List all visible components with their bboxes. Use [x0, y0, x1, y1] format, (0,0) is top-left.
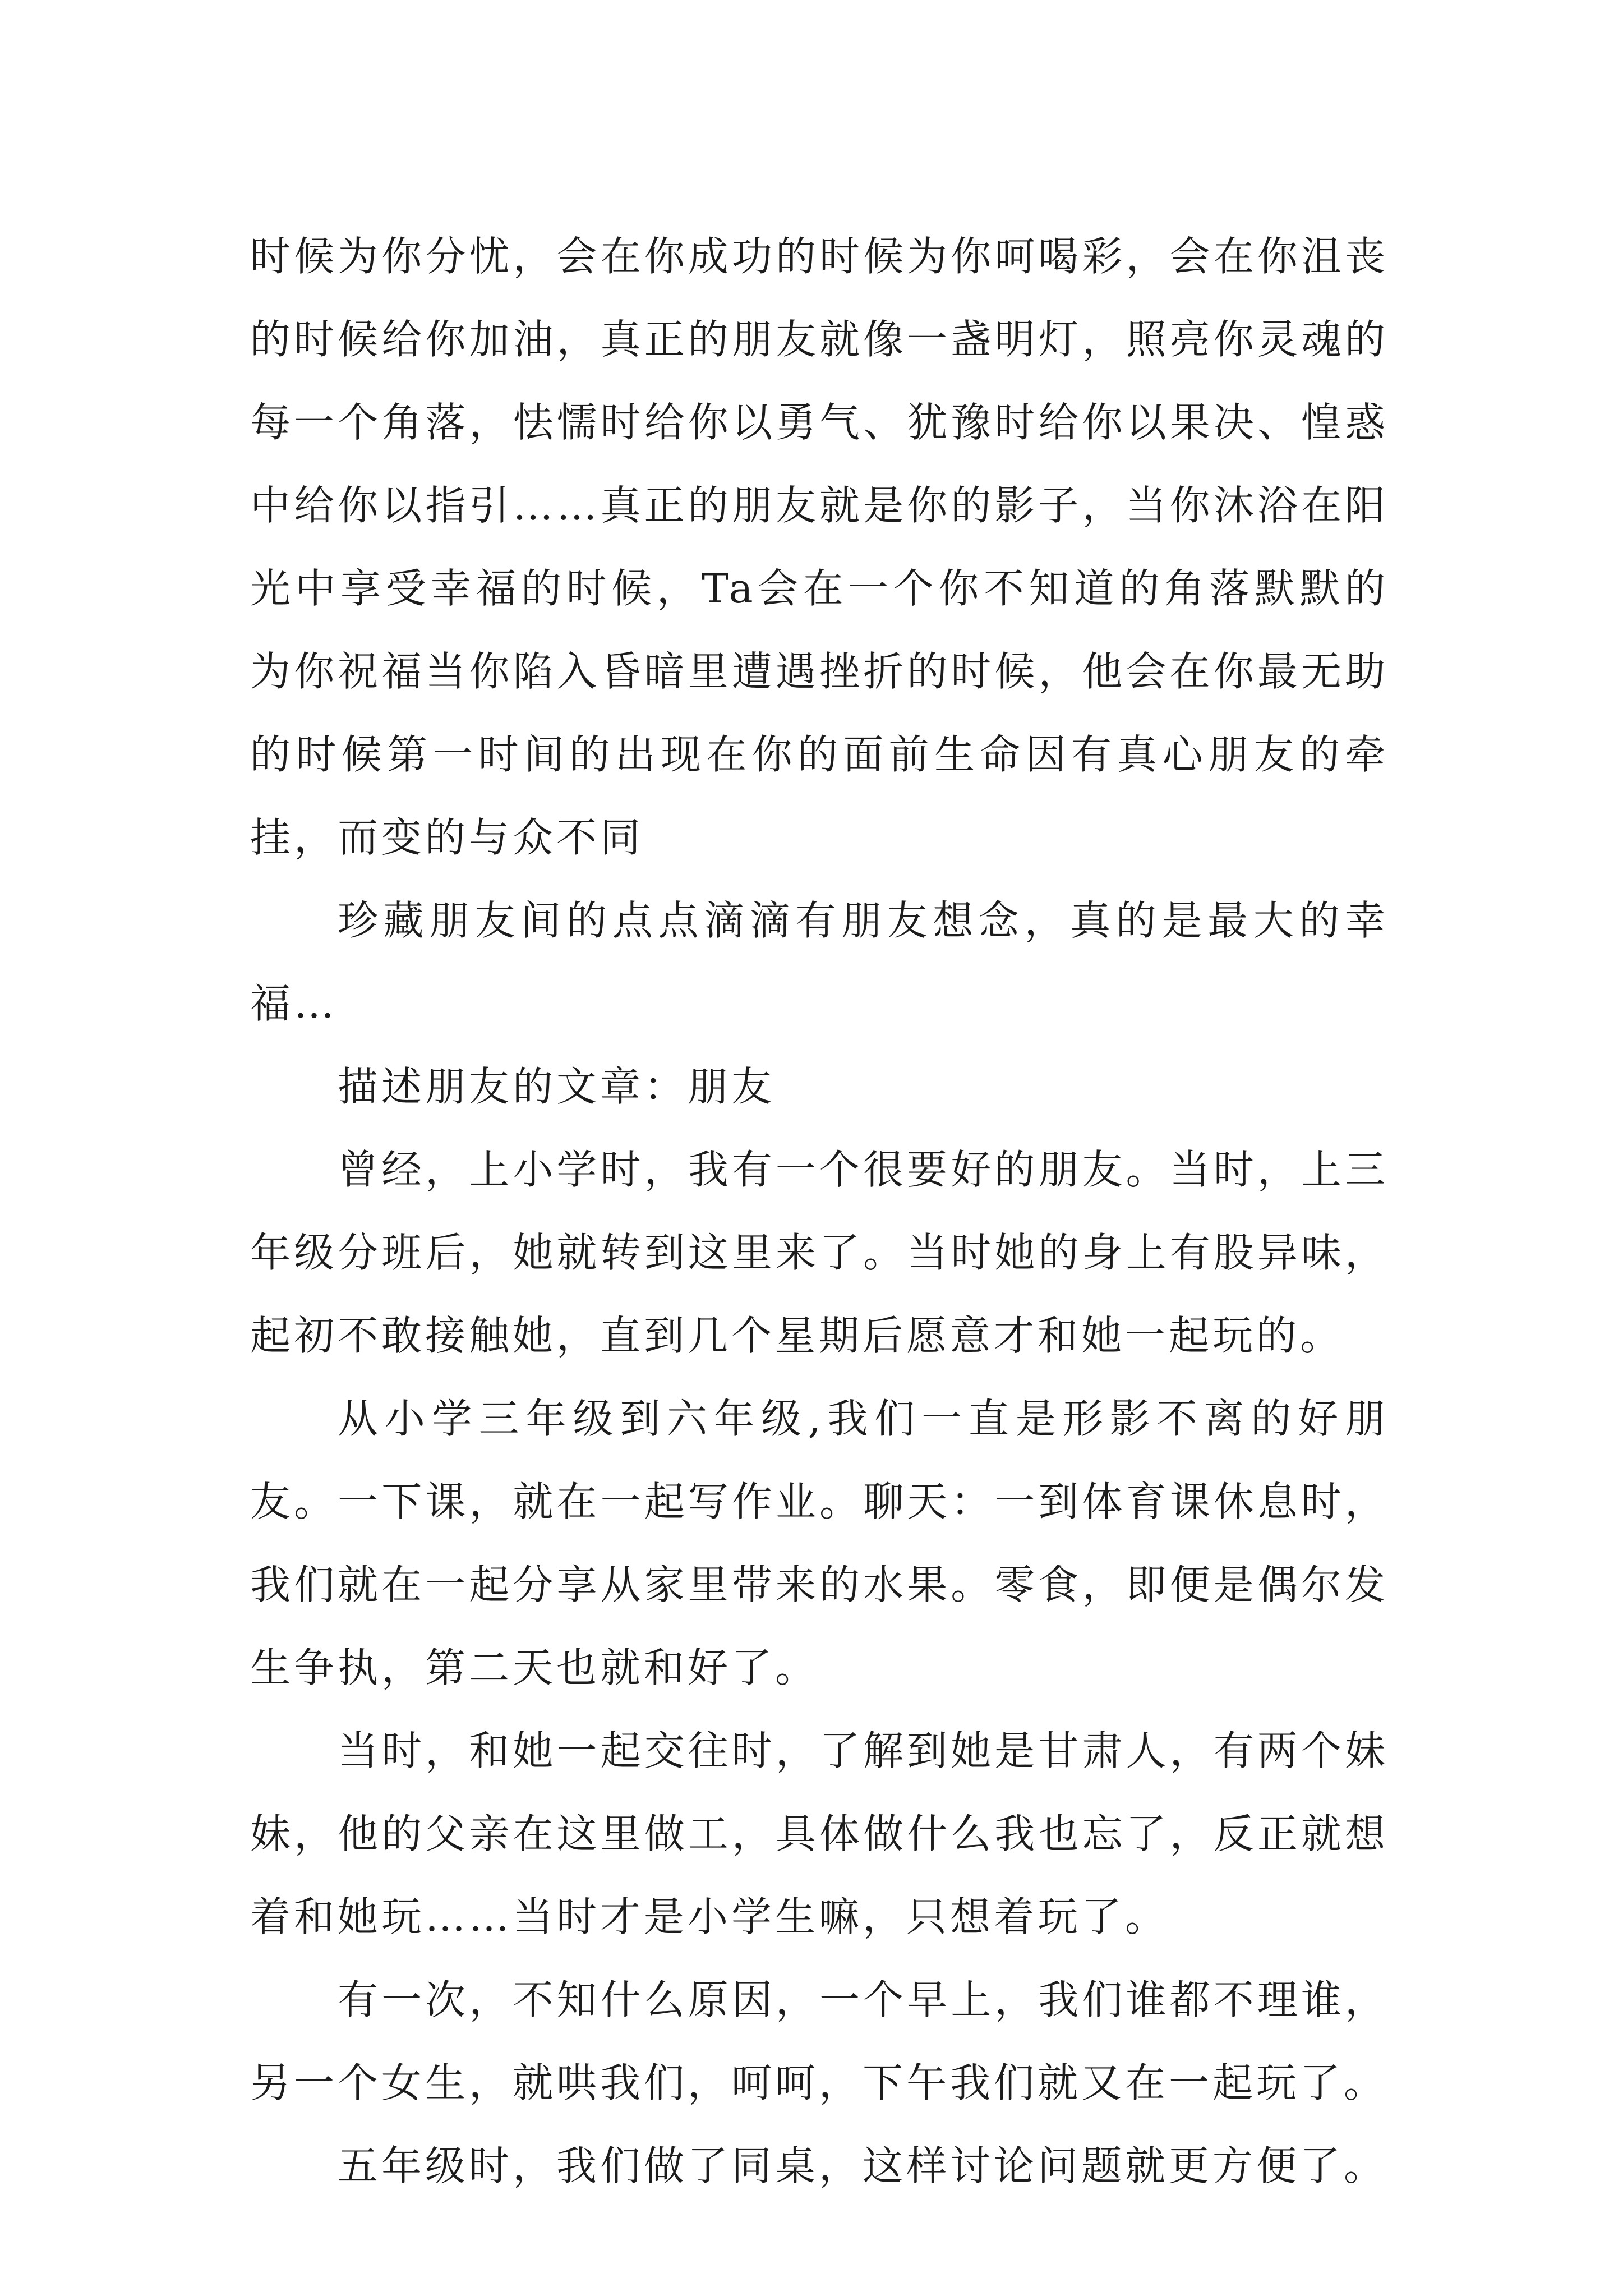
document-body [250, 215, 1389, 2207]
paragraph: 曾经，上小学时，我有一个很要好的朋友。当时，上三年级分班后，她就转到这里来了。当时她的身上有股异味，起初不敢接触她，直到几个星期后愿意才和她一起玩的。 [250, 1146, 1389, 1359]
paragraph: 有一次，不知什么原因，一个早上，我们谁都不理谁，另一个女生，就哄我们，呵呵，下午我们就又在一起玩了。 [250, 1976, 1389, 2106]
paragraph: 当时，和她一起交往时，了解到她是甘肃人，有两个妹妹，他的父亲在这里做工，具体做什么我也忘了，反正就想着和她玩……当时才是小学生嘛，只想着玩了。 [250, 1727, 1389, 1940]
paragraph: 珍藏朋友间的点点滴滴有朋友想念，真的是最大的幸福… [250, 897, 1389, 1027]
paragraph: 五年级时，我们做了同桌，这样讨论问题就更方便了。 [338, 2142, 1388, 2189]
paragraph-continuation: 时候为你分忧，会在你成功的时候为你呵喝彩，会在你沮丧的时候给你加油，真正的朋友就像一盏明灯，照亮你灵魂的每一个角落，怯懦时给你以勇气、犹豫时给你以果决、惶惑中给你以指引……真正的朋友就是你的影子，当你沐浴在阳光中享受幸福的时候，Ta会在一个你不知道的角落默默的为你祝福当你陷入昏暗里遭遇挫折的时候，他会在你最无助的时候第一时间的出现在你的面前生命因有真心朋友的牵挂，而变的与众不同 [250, 233, 1389, 861]
paragraph: 从小学三年级到六年级,我们一直是形影不离的好朋友。一下课，就在一起写作业。聊天：一到体育课休息时，我们就在一起分享从家里带来的水果。零食，即便是偶尔发生争执，第二天也就和好了。 [250, 1395, 1389, 1691]
section-heading: 描述朋友的文章：朋友 [338, 1063, 776, 1110]
